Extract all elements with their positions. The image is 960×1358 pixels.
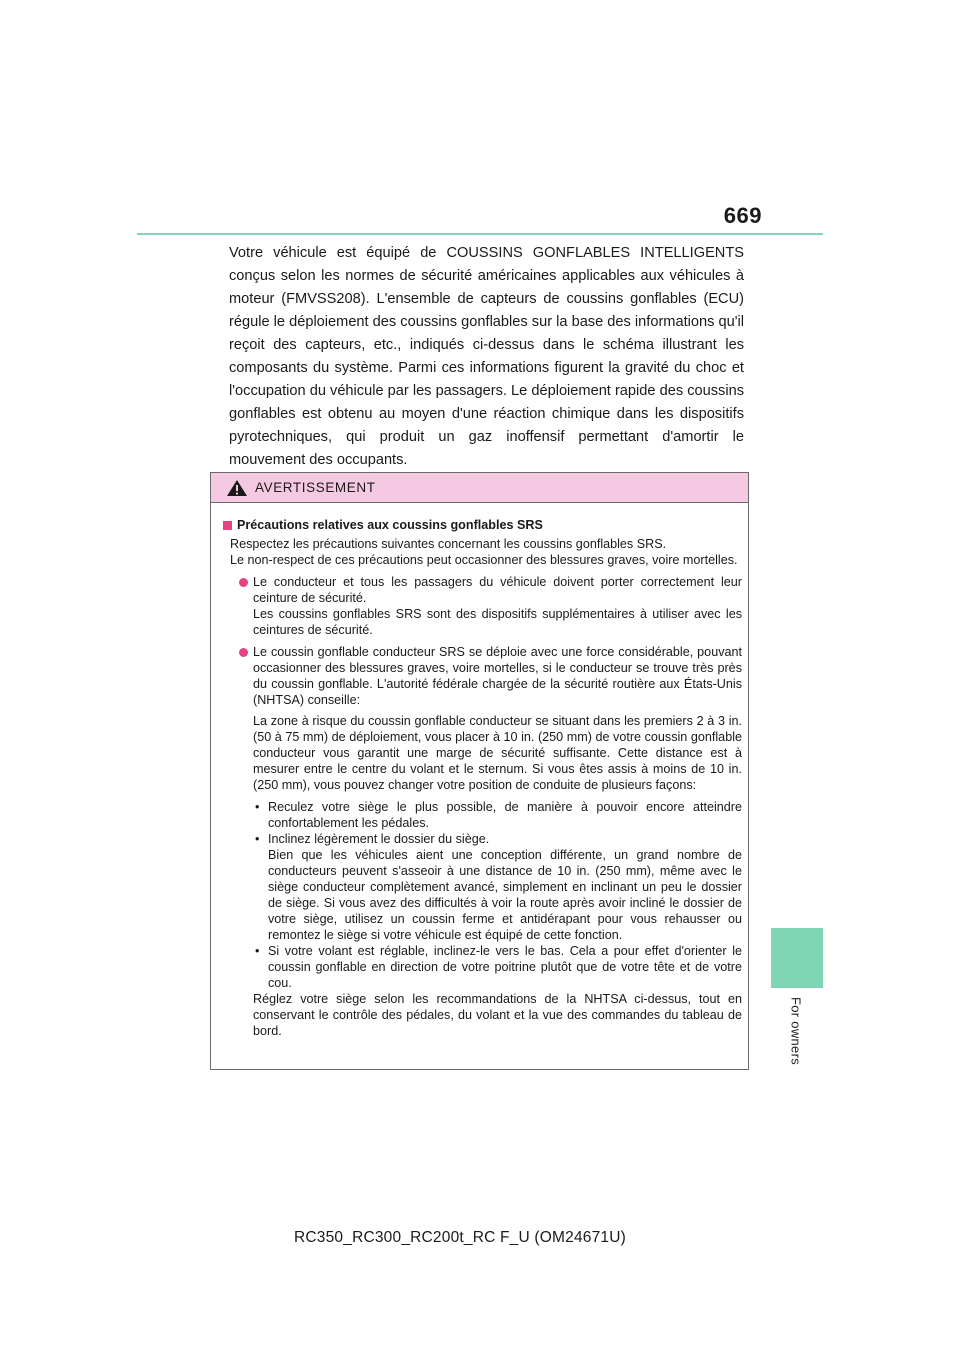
list-item [253, 943, 742, 991]
list-item-line: Inclinez légèrement le dossier du siège. [268, 832, 490, 846]
list-item [253, 831, 742, 943]
side-tab-label-text: For owners [788, 996, 804, 1066]
list-item-text: Si votre volant est réglable, inclinez-le vers le bas. Cela a pour effet d'orienter le coussin gonflable en direction de votre poitrine plutôt que de votre tête et de votre cou. [268, 944, 742, 990]
top-rule [137, 233, 823, 235]
lead-line-1: Respectez les précautions suivantes concernant les coussins gonflables SRS. [230, 537, 667, 551]
list-item-text: Reculez votre siège le plus possible, de manière à pouvoir encore atteindre confortablement les pédales. [268, 800, 742, 830]
list-bullet: • [255, 800, 260, 814]
lead-text [223, 536, 742, 568]
footer-model-code [0, 1229, 960, 1247]
round-bullet-icon [239, 648, 248, 657]
section-heading [223, 517, 742, 533]
warning-box [210, 472, 749, 1070]
warning-title: AVERTISSEMENT [255, 480, 376, 495]
bullet-item-seatbelt [223, 574, 742, 638]
side-tab[interactable] [771, 928, 823, 988]
closing-text: Réglez votre siège selon les recommandations de la NHTSA ci-dessus, tout en conservant le contrôle des pédales, du volant et la vue des commandes du tableau de bord. [253, 992, 742, 1038]
bullet-text [253, 574, 742, 638]
list-bullet: • [255, 944, 260, 958]
round-bullet-icon [239, 578, 248, 587]
section-heading-text: Précautions relatives aux coussins gonflables SRS [237, 518, 543, 532]
lead-line-2: Le non-respect de ces précautions peut occasionner des blessures graves, voire mortelles. [230, 553, 738, 567]
page-number: 669 [723, 203, 762, 228]
side-tab-label [786, 994, 806, 1068]
list-item-detail: Bien que les véhicules aient une conception différente, un grand nombre de conducteurs peuvent s'asseoir à une distance de 10 in. (250 mm), même avec le siège conducteur complètement avancé, simplement en inclinant un peu le dossier de siège. Si vous avez des difficultés à voir la route après avoir incliné le dossier de votre siège, utilisez un coussin ferme et antidérapant pour vous rehausser ou remontez le siège si votre véhicule est équipé de cette fonction. [268, 848, 742, 942]
bullet-text: Le coussin gonflable conducteur SRS se déploie avec une force considérable, pouvant occasionner des blessures graves, voire mortelles, si le conducteur se trouve très près du coussin gonflable. L'autorité fédérale chargée de la sécurité routière aux États-Unis (NHTSA) conseille: [253, 645, 742, 707]
list-item-text [268, 831, 742, 943]
list-bullet: • [255, 832, 260, 846]
footer-text: RC350_RC300_RC200t_RC F_U (OM24671U) [294, 1229, 626, 1246]
warning-triangle-icon [226, 479, 248, 497]
warning-body [211, 503, 748, 1039]
square-bullet-icon [223, 521, 232, 530]
nhtsa-recommendation: La zone à risque du coussin gonflable conducteur se situant dans les premiers 2 à 3 in. (50 à 75 mm) de déploiement, vous placer à 10 in. (250 mm) de votre coussin gonflable conducteur vous garantit une marge de sécurité suffisante. Cette distance est à mesurer entre le centre du volant et le sternum. Si vous êtes assis à moins de 10 in. (250 mm), vous pouvez changer votre position de conduite de plusieurs façons: [253, 714, 742, 792]
adjustment-list [223, 799, 742, 991]
bullet-item-driver-airbag [223, 644, 742, 708]
list-item [253, 799, 742, 831]
bullet-1b: Les coussins gonflables SRS sont des dispositifs supplémentaires à utiliser avec les ceintures de sécurité. [253, 607, 742, 637]
warning-header [211, 473, 748, 503]
bullet-1a: Le conducteur et tous les passagers du véhicule doivent porter correctement leur ceinture de sécurité. [253, 575, 742, 605]
intro-paragraph: Votre véhicule est équipé de COUSSINS GONFLABLES INTELLIGENTS conçus selon les normes de sécurité américaines applicables aux véhicules à moteur (FMVSS208). L'ensemble de capteurs de coussins gonflables (ECU) régule le déploiement des coussins gonflables sur la base des informations qu'il reçoit des capteurs, etc., indiqués ci-dessus dans le schéma illustrant les composants du système. Parmi ces informations figurent la gravité du choc et l'occupation du véhicule par les passagers. Le déploiement rapide des coussins gonflables est obtenu au moyen d'une réaction chimique dans les dispositifs pyrotechniques, qui produit un gaz inoffensif permettant d'amortir le mouvement des occupants. [229, 245, 744, 468]
